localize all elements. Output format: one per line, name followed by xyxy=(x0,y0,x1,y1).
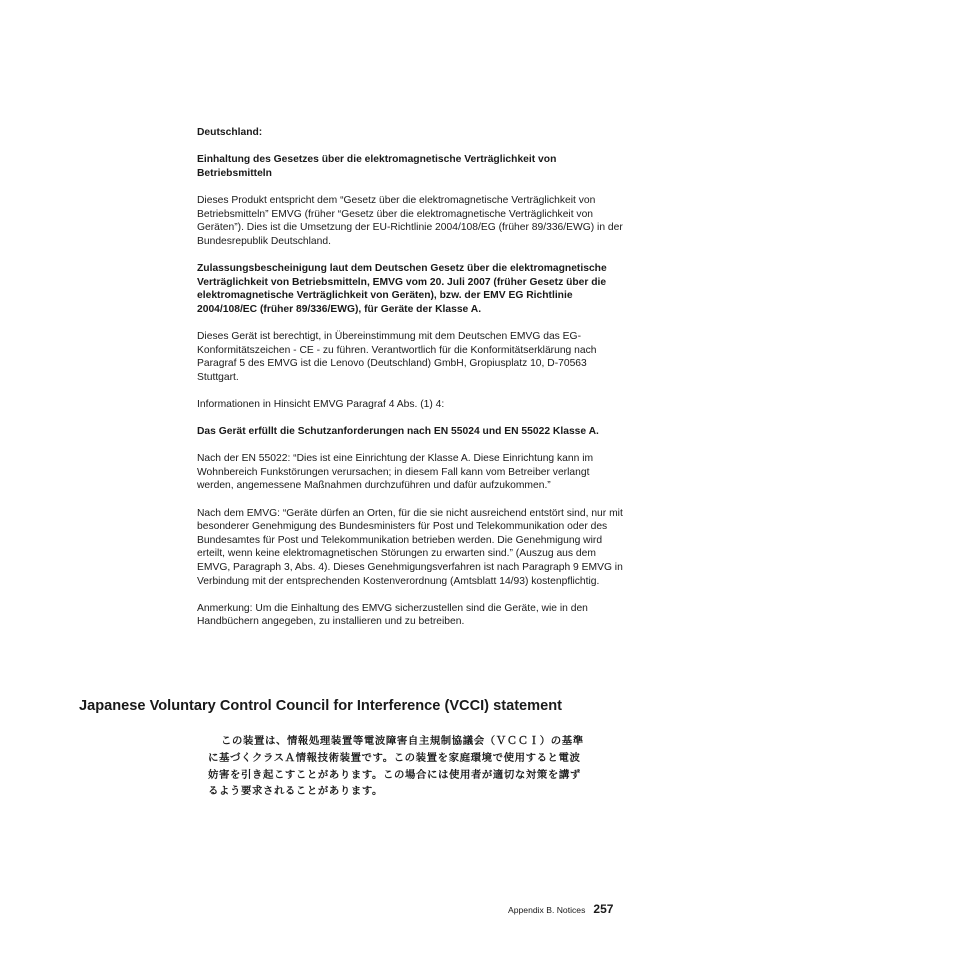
emvg-intro-paragraph: Dieses Produkt entspricht dem “Gesetz über die elektromagnetische Verträglichkeit von Betriebsmitteln” EMVG (früher “Gesetz über die elektromagnetische Verträglichkeit von Geräten”). Dies ist die Umsetzung der EU-Richtlinie 2004/108/EG (früher 89/336/EWG) in der Bundesrepublik Deutschland. xyxy=(197,194,623,247)
note-paragraph: Anmerkung: Um die Einhaltung des EMVG sicherzustellen sind die Geräte, wie in den Handbüchern angegeben, zu installieren und zu betreiben. xyxy=(197,602,588,628)
protection-requirements-heading: Das Gerät erfüllt die Schutzanforderungen nach EN 55024 und EN 55022 Klasse A. xyxy=(197,426,599,438)
page-footer xyxy=(508,900,628,918)
vcci-section-title: Japanese Voluntary Control Council for Interference (VCCI) statement xyxy=(79,698,563,714)
emvg-compliance-heading: Einhaltung des Gesetzes über die elektromagnetische Verträglichkeit von Betriebsmitteln xyxy=(197,154,557,179)
emvg-info-paragraph: Informationen in Hinsicht EMVG Paragraf 4 Abs. (1) 4: xyxy=(197,398,445,410)
page-number: 257 xyxy=(593,902,614,916)
vcci-statement-japanese xyxy=(208,733,618,800)
vcci-line-1: この装置は、情報処理装置等電波障害自主規制協議会（ＶＣＣＩ）の基準 xyxy=(221,735,584,747)
german-emv-section xyxy=(197,126,627,643)
section-heading-deutschland: Deutschland: xyxy=(197,127,263,138)
en55022-paragraph: Nach der EN 55022: “Dies ist eine Einrichtung der Klasse A. Diese Einrichtung kann im Wohnbereich Funkstörungen verursachen; in diesem Fall kann vom Betreiber verlangt werden, angemessene Maßnahmen durchzuführen und dafür aufzukommen.” xyxy=(197,453,594,492)
emvg-approval-paragraph: Nach dem EMVG: “Geräte dürfen an Orten, für die sie nicht ausreichend entstört sind, nur mit besonderer Genehmigung des Bundesministers für Post und Telekommunikation oder des Bundesamtes für Post und Telekommunikation betrieben werden. Die Genehmigung wird erteilt, wenn keine elektromagnetischen Störungen zu erwarten sind.” (Auszug aus dem EMVG, Paragraph 3, Abs. 4). Dieses Genehmigungsverfahren ist nach Paragraph 9 EMVG in Verbindung mit der entsprechenden Kostenverordnung (Amtsblatt 14/93) kostenpflichtig. xyxy=(197,507,623,587)
certification-heading: Zulassungsbescheinigung laut dem Deutschen Gesetz über die elektromagnetische Verträglichkeit von Betriebsmitteln, EMVG vom 20. Juli 2007 (früher Gesetz über die elektromagnetische Verträglichkeit von Geräten), bzw. der EMV EG Richtlinie 2004/108/EC (früher 89/336/EWG), für Geräte der Klasse A. xyxy=(197,262,607,315)
footer-section-label: Appendix B. Notices xyxy=(508,905,586,915)
ce-mark-paragraph: Dieses Gerät ist berechtigt, in Übereinstimmung mit dem Deutschen EMVG das EG-Konformitätszeichen - CE - zu führen. Verantwortlich für die Konformitätserklärung nach Paragraf 5 des EMVG ist die Lenovo (Deutschland) GmbH, Gropiusplatz 10, D-70563 Stuttgart. xyxy=(197,330,597,383)
vcci-line-3: 妨害を引き起こすことがあります。この場合には使用者が適切な対策を講ず xyxy=(208,768,581,781)
vcci-line-2: に基づくクラスＡ情報技術装置です。この装置を家庭環境で使用すると電波 xyxy=(208,751,581,764)
vcci-line-4: るよう要求されることがあります。 xyxy=(208,785,384,798)
